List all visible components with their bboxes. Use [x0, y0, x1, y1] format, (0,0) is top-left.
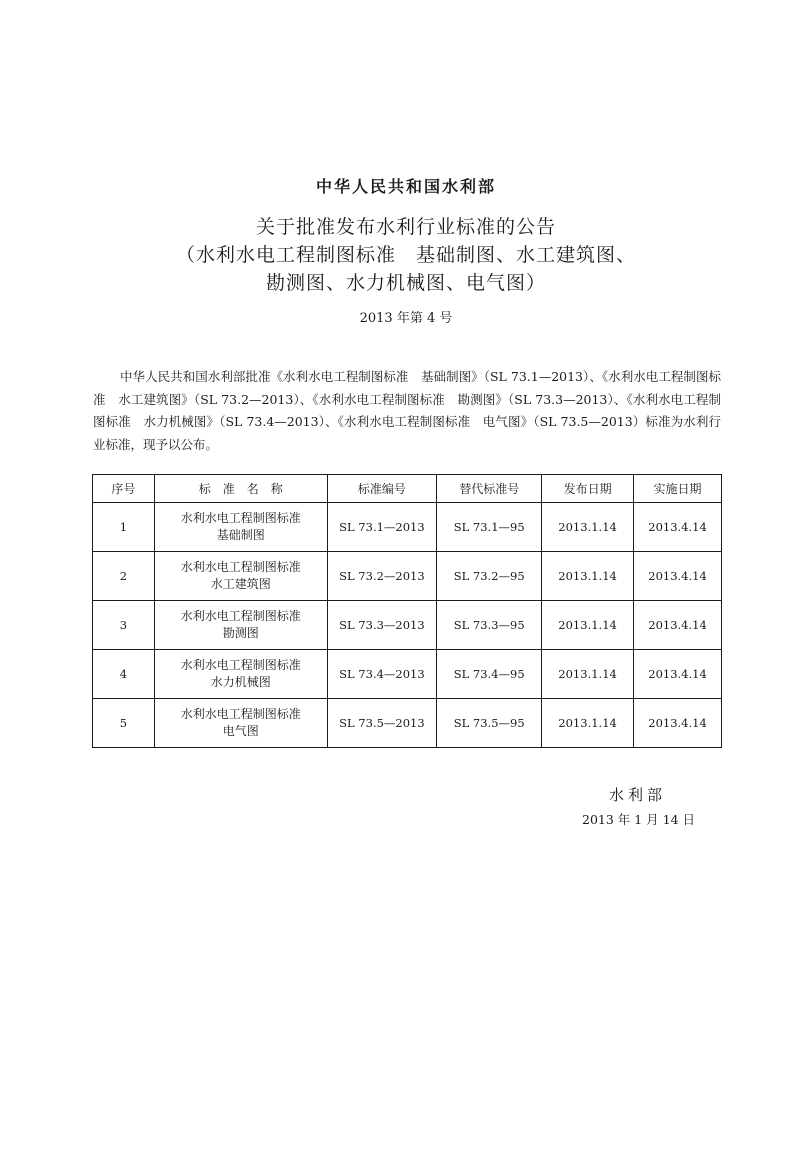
standards-table	[92, 474, 722, 748]
row-replaces: SL 73.5—95	[437, 699, 542, 748]
signature: 水利部	[609, 786, 667, 804]
row-name-line2: 勘测图	[222, 626, 259, 640]
header-issued: 发布日期	[542, 475, 634, 503]
row-no: 1	[93, 503, 155, 552]
row-name-line1: 水利水电工程制图标准	[180, 658, 301, 672]
row-effective: 2013.4.14	[634, 601, 722, 650]
row-code: SL 73.4—2013	[327, 650, 437, 699]
issue-number: 2013 年第 4 号	[359, 311, 453, 326]
header-replaces: 替代标准号	[437, 475, 542, 503]
row-name-line2: 水工建筑图	[210, 577, 271, 591]
header-no: 序号	[93, 475, 155, 503]
row-name-line1: 水利水电工程制图标准	[180, 560, 301, 574]
row-name-line2: 基础制图	[216, 528, 265, 542]
row-code: SL 73.1—2013	[327, 503, 437, 552]
table-row	[93, 601, 722, 650]
table-row	[93, 699, 722, 748]
header-effective: 实施日期	[634, 475, 722, 503]
header-name: 标 准 名 称	[154, 475, 327, 503]
row-replaces: SL 73.2—95	[437, 552, 542, 601]
row-replaces: SL 73.4—95	[437, 650, 542, 699]
row-issued: 2013.1.14	[542, 503, 634, 552]
row-code: SL 73.5—2013	[327, 699, 437, 748]
row-effective: 2013.4.14	[634, 552, 722, 601]
row-name	[154, 552, 327, 601]
row-name-line1: 水利水电工程制图标准	[180, 609, 301, 623]
row-issued: 2013.1.14	[542, 650, 634, 699]
row-no: 4	[93, 650, 155, 699]
row-effective: 2013.4.14	[634, 699, 722, 748]
table-header-row	[93, 475, 722, 503]
row-name	[154, 601, 327, 650]
row-name	[154, 699, 327, 748]
announcement-body: 中华人民共和国水利部批准《水利水电工程制图标准 基础制图》（SL 73.1—2013）、《水利水电工程制图标准 水工建筑图》（SL 73.2—2013）、《水利水电工程制图标准 勘测图》（SL 73.3—2013）、《水利水电工程制图标准 水力机械图》（SL 73.4—2013）、《水利水电工程制图标准 电气图》（SL 73.5—2013）标准为水利行业标准，现予以公布。	[93, 369, 721, 452]
table-row	[93, 650, 722, 699]
announcement-subtitle-line-1: （水利水电工程制图标准 基础制图、水工建筑图、	[175, 244, 636, 266]
header-code: 标准编号	[327, 475, 437, 503]
row-no: 2	[93, 552, 155, 601]
signature-date: 2013 年 1 月 14 日	[582, 812, 696, 827]
row-name-line2: 电气图	[222, 724, 259, 738]
row-issued: 2013.1.14	[542, 601, 634, 650]
row-name-line1: 水利水电工程制图标准	[180, 511, 301, 525]
row-issued: 2013.1.14	[542, 552, 634, 601]
row-name-line1: 水利水电工程制图标准	[180, 707, 301, 721]
row-name	[154, 503, 327, 552]
row-code: SL 73.2—2013	[327, 552, 437, 601]
row-name	[154, 650, 327, 699]
row-issued: 2013.1.14	[542, 699, 634, 748]
announcement-subtitle-line-2: 勘测图、水力机械图、电气图）	[265, 272, 546, 294]
table-row	[93, 552, 722, 601]
ministry-header: 中华人民共和国水利部	[315, 177, 496, 196]
row-replaces: SL 73.1—95	[437, 503, 542, 552]
row-code: SL 73.3—2013	[327, 601, 437, 650]
row-no: 3	[93, 601, 155, 650]
row-effective: 2013.4.14	[634, 503, 722, 552]
row-name-line2: 水力机械图	[210, 675, 271, 689]
table-row	[93, 503, 722, 552]
announcement-title: 关于批准发布水利行业标准的公告	[255, 216, 556, 238]
row-effective: 2013.4.14	[634, 650, 722, 699]
row-no: 5	[93, 699, 155, 748]
row-replaces: SL 73.3—95	[437, 601, 542, 650]
